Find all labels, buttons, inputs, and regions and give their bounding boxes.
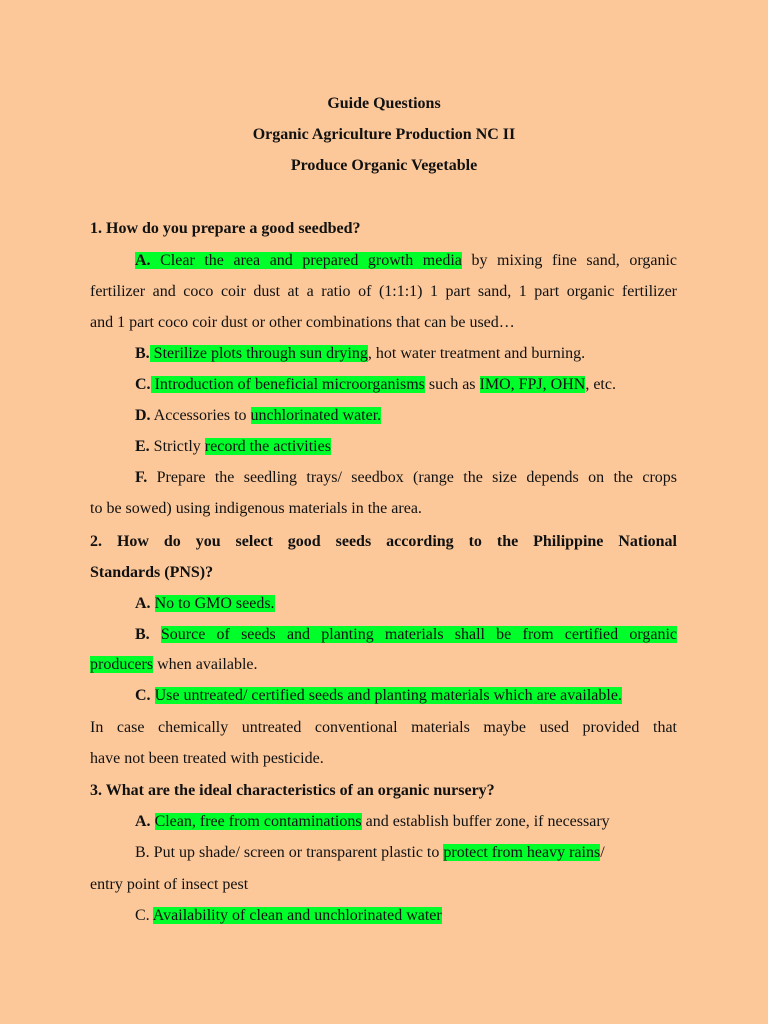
q1-a-letter: A.: [135, 252, 151, 269]
q2-a-letter: A.: [135, 595, 151, 612]
question-1-text: 1. How do you prepare a good seedbed?: [90, 220, 361, 237]
q1-answer-e: [135, 437, 677, 457]
q1-b-letter: B.: [135, 345, 150, 362]
question-1: [90, 219, 677, 239]
q2-c-line2: In case chemically untreated conventional materials maybe used provided that: [90, 719, 677, 736]
q1-b-highlight: Sterilize plots through sun drying: [149, 345, 368, 362]
q1-a-rest: by mixing fine sand, organic: [461, 252, 678, 269]
q2-b-line2: [90, 655, 677, 675]
q1-e-pre: Strictly: [149, 438, 205, 455]
q3-c-text: C.: [135, 907, 153, 924]
q1-a-highlight: Clear the area and prepared growth media: [150, 252, 462, 269]
q3-b-rest: /: [600, 844, 605, 861]
question-3: [90, 781, 677, 801]
q1-a-line3: and 1 part coco coir dust or other combinations that can be used…: [90, 314, 515, 331]
q2-b-highlight: Source of seeds and planting materials shall be from certified organic: [160, 626, 678, 643]
q2-b-letter: B.: [135, 626, 150, 643]
q1-answer-a: [135, 251, 677, 271]
q1-f-text: Prepare the seedling trays/ seedbox (range the size depends on the crops: [147, 469, 677, 486]
q1-answer-f: [135, 468, 677, 488]
q1-e-letter: E.: [135, 438, 150, 455]
q2-b-highlight-2: producers: [90, 656, 154, 673]
q2-answer-b: [135, 625, 677, 645]
q2-answer-a: [135, 594, 677, 614]
q3-answer-c: [135, 906, 677, 926]
q1-f-letter: F.: [135, 469, 148, 486]
q1-f-line2: to be sowed) using indigenous materials in the area.: [90, 500, 422, 517]
question-2: [90, 532, 677, 552]
q2-a-highlight: No to GMO seeds.: [154, 595, 275, 612]
q1-c-letter: C.: [135, 376, 151, 393]
unit-title: Produce Organic Vegetable: [290, 157, 478, 174]
q2-b-rest: when available.: [153, 656, 258, 673]
q1-answer-d: [135, 406, 677, 426]
q1-d-highlight: unchlorinated water.: [250, 407, 382, 424]
q3-c-highlight: Availability of clean and unchlorinated water: [152, 907, 442, 924]
q1-c-rest: , etc.: [585, 376, 616, 393]
q1-a-line2: fertilizer and coco coir dust at a ratio of (1:1:1) 1 part sand, 1 part organic fertilizer: [90, 283, 677, 300]
q1-answer-c: [135, 375, 677, 395]
q3-a-rest: and establish buffer zone, if necessary: [361, 813, 610, 830]
question-3-text: 3. What are the ideal characteristics of an organic nursery?: [90, 782, 495, 799]
course-title: Organic Agriculture Production NC II: [252, 126, 516, 143]
q1-answer-b: [135, 344, 677, 364]
q2-c-letter: C.: [135, 687, 151, 704]
q3-answer-a: [135, 812, 677, 832]
q2-answer-c: [135, 686, 677, 706]
q2-c-line3: have not been treated with pesticide.: [90, 750, 324, 767]
q1-c-highlight-2: IMO, FPJ, OHN: [479, 376, 586, 393]
q1-c-mid: such as: [424, 376, 480, 393]
document-title: Guide Questions: [327, 95, 441, 112]
q1-d-letter: D.: [135, 407, 151, 424]
question-2-line2: [90, 563, 677, 583]
q1-d-pre: Accessories to: [150, 407, 251, 424]
question-2-text-line2: Standards (PNS)?: [90, 564, 214, 581]
q3-answer-b: [135, 843, 677, 863]
q3-b-highlight: protect from heavy rains: [443, 844, 601, 861]
q3-a-letter: A.: [135, 813, 151, 830]
question-2-text: 2. How do you select good seeds according to the Philippine National: [90, 533, 677, 550]
q3-a-highlight: Clean, free from contaminations: [154, 813, 362, 830]
q2-c-highlight: Use untreated/ certified seeds and planting materials which are available.: [154, 687, 622, 704]
q1-e-highlight: record the activities: [204, 438, 331, 455]
q1-b-rest: , hot water treatment and burning.: [367, 345, 586, 362]
q3-b-text: B. Put up shade/ screen or transparent plastic to: [135, 844, 444, 861]
q1-c-highlight: Introduction of beneficial microorganisms: [150, 376, 425, 393]
q3-b-line2: entry point of insect pest: [90, 876, 249, 893]
